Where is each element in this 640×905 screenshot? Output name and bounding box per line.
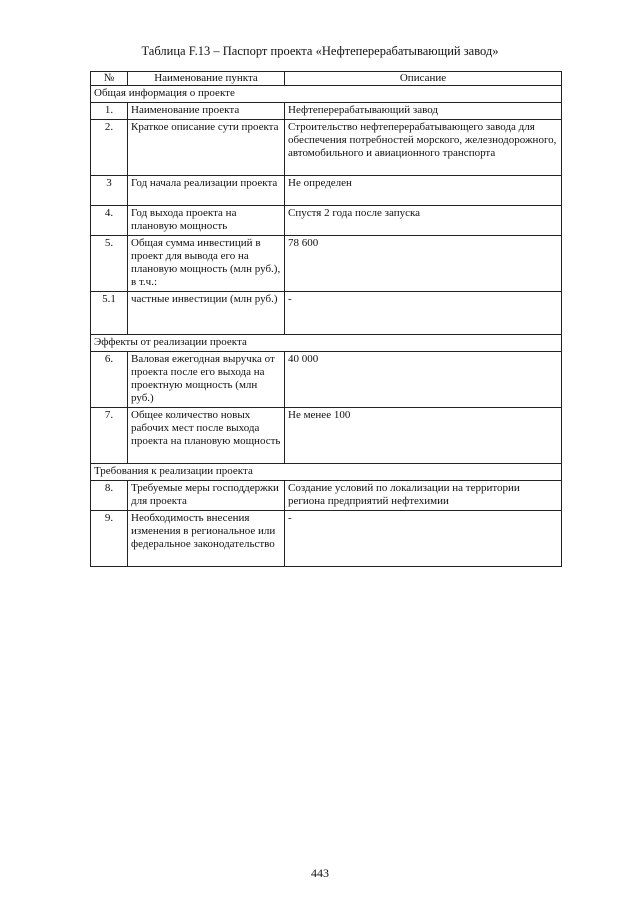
row-description: Нефтеперерабатывающий завод <box>285 103 562 120</box>
table-row <box>91 176 562 206</box>
section-row-effects <box>91 335 562 352</box>
section-row-general <box>91 86 562 103</box>
row-name: Требуемые меры господдержки для проекта <box>128 481 285 511</box>
row-num: 3 <box>91 176 128 206</box>
row-name: Наименование проекта <box>128 103 285 120</box>
row-num: 6. <box>91 352 128 408</box>
row-description: 40 000 <box>285 352 562 408</box>
row-description: - <box>285 511 562 567</box>
table-row <box>91 292 562 335</box>
row-num: 7. <box>91 408 128 464</box>
table-row <box>91 481 562 511</box>
header-num: № <box>91 72 128 86</box>
project-passport-table <box>90 71 562 567</box>
row-description: Спустя 2 года после запуска <box>285 206 562 236</box>
row-num: 2. <box>91 120 128 176</box>
row-name: Год выхода проекта на плановую мощность <box>128 206 285 236</box>
row-description: Создание условий по локализации на территории региона предприятий нефтехимии <box>285 481 562 511</box>
row-num: 5.1 <box>91 292 128 335</box>
table-row <box>91 408 562 464</box>
table-row <box>91 206 562 236</box>
page-number: 443 <box>311 866 329 880</box>
section-title: Эффекты от реализации проекта <box>91 335 562 352</box>
header-description: Описание <box>285 72 562 86</box>
row-description: Не менее 100 <box>285 408 562 464</box>
row-name: Краткое описание сути проекта <box>128 120 285 176</box>
section-row-requirements <box>91 464 562 481</box>
row-name: частные инвестиции (млн руб.) <box>128 292 285 335</box>
row-name: Год начала реализации проекта <box>128 176 285 206</box>
row-num: 1. <box>91 103 128 120</box>
row-num: 8. <box>91 481 128 511</box>
row-name: Валовая ежегодная выручка от проекта после его выхода на проектную мощность (млн руб.) <box>128 352 285 408</box>
table-row <box>91 103 562 120</box>
row-num: 9. <box>91 511 128 567</box>
row-description: Строительство нефтеперерабатывающего завода для обеспечения потребностей морского, железнодорожного, автомобильного и авиационного транспорта <box>285 120 562 176</box>
row-name: Необходимость внесения изменения в региональное или федеральное законодательство <box>128 511 285 567</box>
section-title: Требования к реализации проекта <box>91 464 562 481</box>
row-description: - <box>285 292 562 335</box>
header-name: Наименование пункта <box>128 72 285 86</box>
row-num: 4. <box>91 206 128 236</box>
table-header-row <box>91 72 562 86</box>
row-name: Общее количество новых рабочих мест после выхода проекта на плановую мощность <box>128 408 285 464</box>
row-description: 78 600 <box>285 236 562 292</box>
section-title: Общая информация о проекте <box>91 86 562 103</box>
row-description: Не определен <box>285 176 562 206</box>
table-row <box>91 511 562 567</box>
table-row <box>91 236 562 292</box>
table-row <box>91 120 562 176</box>
table-row <box>91 352 562 408</box>
row-name: Общая сумма инвестиций в проект для вывода его на плановую мощность (млн руб.), в т.ч.: <box>128 236 285 292</box>
table-caption: Таблица F.13 – Паспорт проекта «Нефтеперерабатывающий завод» <box>141 44 499 58</box>
row-num: 5. <box>91 236 128 292</box>
